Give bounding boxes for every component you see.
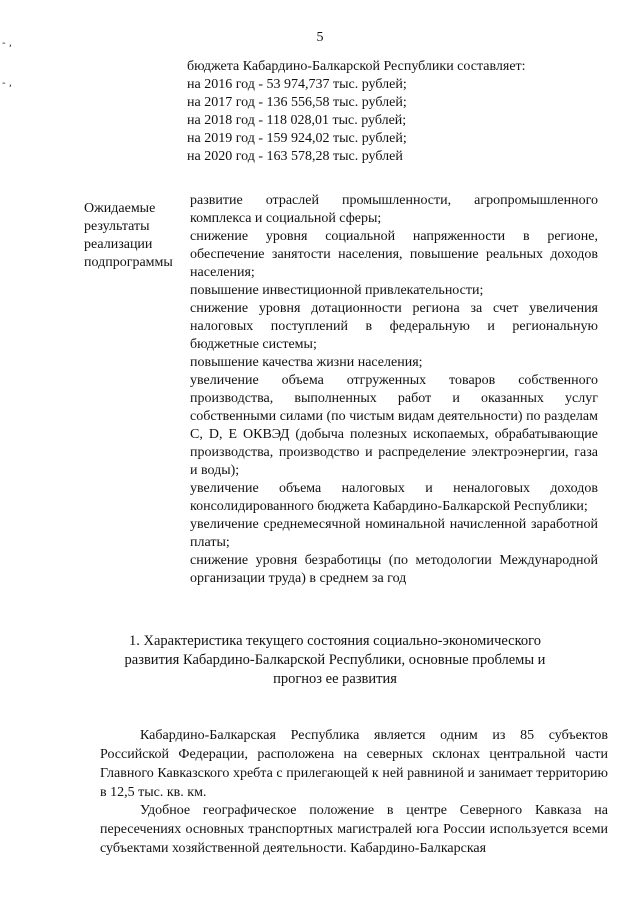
results-item: снижение уровня социальной напряженности в регионе, обеспечение занятости населения, повышение реальных доходов населения; (190, 229, 598, 280)
results-label-line: Ожидаемые (84, 201, 156, 216)
budget-line: на 2016 год - 53 974,737 тыс. рублей; (187, 77, 407, 92)
results-item: снижение уровня безработицы (по методологии Международной организации труда) в среднем за год (190, 553, 598, 586)
budget-line: на 2019 год - 159 924,02 тыс. рублей; (187, 131, 407, 146)
body-paragraph: Кабардино-Балкарская Республика является одним из 85 субъектов Российской Федерации, расположена на северных склонах центральной части Главного Кавказского хребта с прилегающей к ней равниной и занимает территорию в 12,5 тыс. кв. км. (100, 728, 608, 800)
results-label (84, 200, 184, 272)
budget-block (187, 58, 597, 166)
results-label-line: реализации (84, 237, 153, 252)
results-item: развитие отраслей промышленности, агропромышленного комплекса и социальной сферы; (190, 193, 598, 226)
margin-mark: - , (2, 78, 12, 89)
results-item: снижение уровня дотационности региона за счет увеличения налоговых поступлений в федеральную и региональную бюджетные системы; (190, 301, 598, 352)
margin-mark: - , (2, 38, 12, 49)
budget-line: на 2020 год - 163 578,28 тыс. рублей (187, 149, 403, 164)
budget-line: на 2018 год - 118 028,01 тыс. рублей; (187, 113, 407, 128)
results-item: увеличение объема отгруженных товаров собственного производства, выполненных работ и оказанных услуг собственными силами (по чистым видам деятельности) по разделам C, D, E ОКВЭД (добыча полезных ископаемых, обрабатывающие производства, производство и распределение электроэнергии, газа и воды); (190, 373, 598, 478)
results-item: увеличение объема налоговых и неналоговых доходов консолидированного бюджета Кабардино-Балкарской Республики; (190, 481, 598, 514)
section-title: 1. Характеристика текущего состояния социально-экономического развития Кабардино-Балкарской Республики, основные проблемы и прогноз ее развития (124, 633, 546, 687)
results-item: увеличение среднемесячной номинальной начисленной заработной платы; (190, 517, 598, 550)
budget-line: бюджета Кабардино-Балкарской Республики составляет: (187, 59, 526, 74)
body-paragraph: Удобное географическое положение в центре Северного Кавказа на пересечениях основных транспортных магистралей юга России используется всеми субъектами хозяйственной деятельности. Кабардино-Балкарская (100, 803, 608, 856)
results-list (190, 192, 598, 588)
budget-line: на 2017 год - 136 556,58 тыс. рублей; (187, 95, 407, 110)
results-label-line: подпрограммы (84, 255, 173, 270)
results-item: повышение качества жизни населения; (190, 355, 423, 370)
page-number: 5 (316, 30, 324, 45)
results-label-line: результаты (84, 219, 150, 234)
results-item: повышение инвестиционной привлекательности; (190, 283, 484, 298)
